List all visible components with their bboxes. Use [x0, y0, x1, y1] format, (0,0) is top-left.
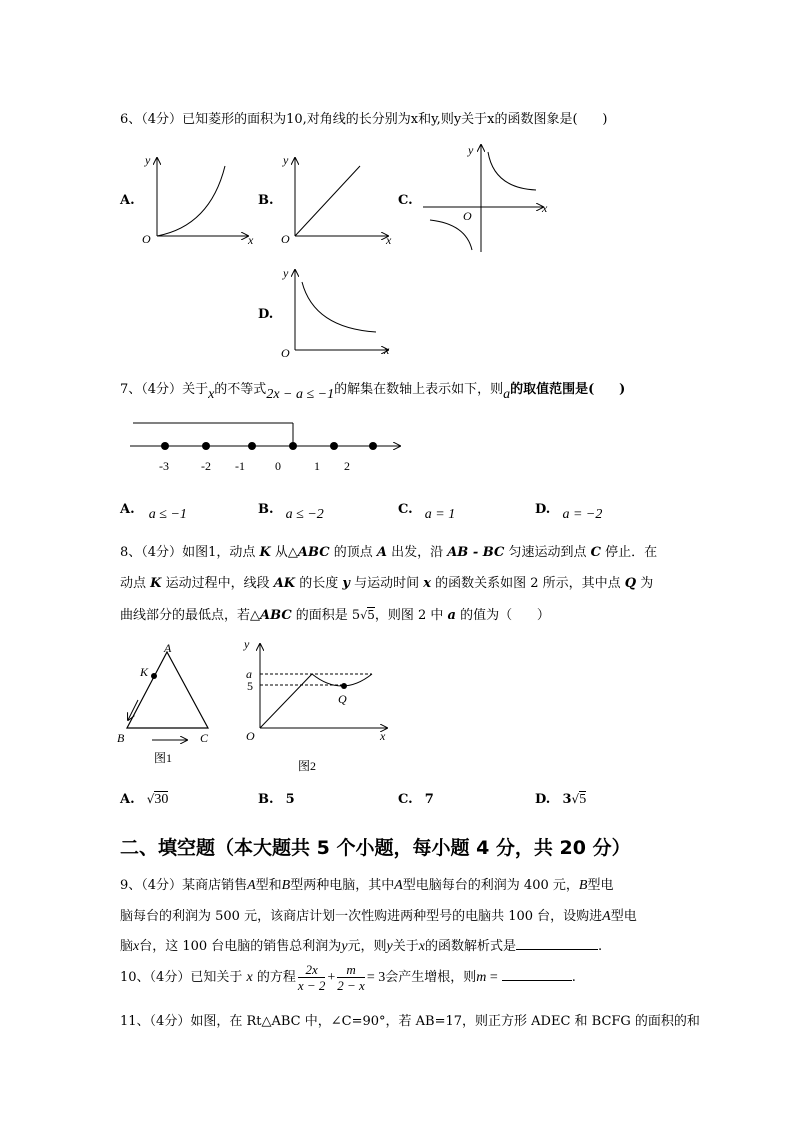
text: 曲线部分的最低点，若△	[120, 608, 260, 623]
q6-option-a-label: A.	[120, 193, 135, 208]
q9-line-2	[120, 905, 637, 925]
point-neg3	[161, 442, 169, 450]
q7-option-c	[398, 502, 456, 522]
option-label: D.	[535, 502, 551, 517]
hyperbola-branch-lower	[430, 220, 472, 250]
text: 的顶点	[329, 545, 377, 560]
q7-close: )	[619, 382, 626, 397]
var: y	[386, 939, 393, 954]
text: 脑每台的利润为 500 元，该商店计划一次性购进两种型号的电脑共 100 台，设购进	[120, 909, 603, 924]
q7-option-b	[258, 502, 324, 522]
q6-number: 6、	[120, 112, 142, 127]
q7-text-1: 关于	[182, 382, 209, 397]
text: 会产生增根，则	[385, 970, 477, 985]
text: 的面积是 5	[291, 608, 361, 623]
text: 型和	[255, 878, 282, 893]
var: A	[247, 878, 256, 893]
q7-text-2: 的不等式	[214, 382, 267, 397]
denominator: x − 2	[297, 978, 326, 993]
q9-line-1	[120, 874, 613, 894]
text: 停止．在	[600, 545, 658, 560]
q7-number-line	[125, 418, 410, 473]
text: 的函数解析式是	[425, 939, 517, 954]
five-tick-label: 5	[247, 679, 253, 693]
q6-stem	[120, 108, 607, 127]
text: 为	[636, 576, 654, 591]
y-axis-label: y	[145, 153, 151, 167]
q8-option-b	[258, 792, 295, 807]
denominator: 2 − x	[337, 978, 365, 993]
option-label: B.	[258, 792, 274, 807]
q8-option-a: A. √30	[120, 792, 169, 807]
q8-option-c	[398, 792, 434, 807]
var: y	[341, 939, 348, 954]
triangle-abc	[127, 652, 208, 728]
option-label: A.	[120, 792, 135, 807]
text: ，则图 2 中	[374, 608, 448, 623]
origin-label: O	[281, 346, 290, 360]
var: a	[447, 608, 456, 623]
text: 关于	[392, 939, 419, 954]
option-value-prefix: 3	[562, 792, 572, 807]
option-value: a ≤ −1	[148, 507, 187, 522]
text: 已知关于	[190, 970, 247, 985]
text: 动点	[120, 576, 151, 591]
option-label: D.	[535, 792, 551, 807]
q6-option-d-label: D.	[258, 307, 274, 322]
tick-label: -3	[159, 459, 169, 473]
answer-blank[interactable]	[502, 966, 572, 981]
q10-stem	[120, 962, 576, 993]
option-value: a ≤ −2	[285, 507, 324, 522]
q11-number: 11、	[120, 1014, 150, 1029]
option-label: A.	[120, 502, 135, 517]
increasing-curve	[157, 166, 225, 236]
vertex-b-label: B	[117, 731, 125, 745]
var: B	[578, 878, 588, 893]
var: C	[590, 545, 601, 560]
q10-score: （4分）	[149, 970, 191, 985]
text: 的值为（	[455, 608, 513, 623]
q8-option-d: D. 3√5	[535, 792, 587, 807]
option-label: B.	[258, 502, 274, 517]
option-label: C.	[398, 502, 413, 517]
q8-score: （4分）	[141, 545, 183, 560]
point-q-label: Q	[338, 692, 347, 706]
text: 型电	[610, 909, 637, 924]
tick-label: 0	[275, 459, 281, 473]
point-1	[330, 442, 338, 450]
var: x	[133, 939, 140, 954]
point-0	[289, 442, 297, 450]
var: m	[476, 970, 487, 985]
q7-text-3: 的解集在数轴上表示如下，则	[334, 382, 504, 397]
var: AB - BC	[447, 545, 505, 560]
numerator: m	[337, 962, 365, 978]
option-label: C.	[398, 792, 413, 807]
text: .	[598, 939, 603, 954]
point-k-label: K	[140, 665, 149, 679]
q7-var-a: a	[503, 387, 511, 402]
linear-segment	[260, 674, 312, 728]
q11-stem	[120, 1010, 700, 1029]
q6-option-b-label: B.	[258, 193, 274, 208]
text: .	[571, 970, 576, 985]
q6-score: （4分）	[141, 112, 183, 127]
var: ABC	[297, 545, 330, 560]
section-2-title: 二、填空题（本大题共 5 个小题，每小题 4 分，共 20 分）	[120, 837, 631, 859]
tick-label: 1	[314, 459, 320, 473]
var: K	[150, 576, 162, 591]
q9-line-3	[120, 935, 602, 955]
text: 型电	[587, 878, 614, 893]
numerator: 2x	[298, 962, 326, 978]
origin-label: O	[463, 209, 472, 223]
y-axis-label: y	[468, 143, 474, 157]
var: x	[423, 576, 431, 591]
text: 从△	[270, 545, 298, 560]
equals-sign: = 3	[366, 970, 386, 985]
figure-1-caption: 图1	[154, 751, 173, 765]
figure-2-caption: 图2	[298, 759, 317, 773]
answer-blank[interactable]	[516, 935, 598, 950]
text: 的函数关系如图 2 所示，其中点	[430, 576, 625, 591]
q8-figure-1	[112, 640, 222, 770]
text: 脑	[120, 939, 134, 954]
text: =	[486, 970, 498, 985]
origin-label: O	[281, 232, 290, 246]
var: A	[394, 878, 403, 893]
text: 的方程	[252, 970, 296, 985]
option-value: 7	[424, 792, 434, 807]
text: 型电脑每台的利润为 400 元，	[402, 878, 579, 893]
q6-graph-c	[418, 140, 558, 255]
q7-number: 7、	[120, 382, 142, 397]
option-value: 30	[154, 792, 169, 807]
q6-option-c-label: C.	[398, 193, 413, 208]
var: A	[376, 545, 387, 560]
var: x	[246, 970, 253, 985]
q9-score: （4分）	[141, 878, 183, 893]
q11-text: 如图，在 Rt△ABC 中，∠C=90°，若 AB=17，则正方形 ADEC 和 BCFG 的面积的和	[190, 1014, 700, 1029]
q7-inequality: 2x − a ≤ −1	[266, 387, 335, 402]
origin-label: O	[246, 729, 255, 743]
q11-score: （4分）	[149, 1014, 191, 1029]
var: x	[418, 939, 425, 954]
var: y	[342, 576, 350, 591]
vertex-c-label: C	[200, 731, 209, 745]
var: K	[259, 545, 271, 560]
text: 的长度	[295, 576, 343, 591]
point-2	[369, 442, 377, 450]
y-axis-label: y	[244, 637, 250, 651]
point-neg1	[248, 442, 256, 450]
a-tick-label: a	[246, 667, 252, 681]
text: 与运动时间	[349, 576, 424, 591]
point-k	[151, 673, 157, 679]
q6-graph-a	[140, 148, 260, 248]
y-axis-label: y	[283, 153, 289, 167]
q8-figure-2	[232, 636, 402, 776]
q6-graph-b	[280, 148, 400, 248]
option-value: 5	[285, 792, 295, 807]
vertex-a-label: A	[164, 641, 172, 655]
q6-close: )	[602, 112, 608, 127]
q6-text: 已知菱形的面积为10,对角线的长分别为x和y,则y关于x的函数图象是(	[182, 112, 578, 127]
var: A	[602, 909, 611, 924]
tick-label: -2	[201, 459, 211, 473]
q7-text-4: 的取值范围是(	[510, 382, 595, 397]
y-axis-label: y	[283, 266, 289, 280]
text: 出发，沿	[386, 545, 448, 560]
q7-stem	[120, 378, 626, 402]
var: AK	[273, 576, 296, 591]
x-axis-label: x	[542, 201, 548, 215]
q6-graph-d	[280, 262, 400, 362]
text: 元，则	[347, 939, 387, 954]
text: 匀速运动到点	[504, 545, 591, 560]
var: Q	[624, 576, 637, 591]
q8-line-1	[120, 541, 657, 560]
var: B	[281, 878, 291, 893]
q7-score: （4分）	[141, 382, 183, 397]
option-value: a = 1	[424, 507, 456, 522]
sqrt-radicand: 5	[367, 608, 375, 622]
text: 某商店销售	[182, 878, 248, 893]
option-value: a = −2	[562, 507, 603, 522]
q8-line-2	[120, 572, 653, 591]
x-axis-label: x	[248, 233, 254, 247]
text: ）	[536, 608, 550, 623]
x-axis-label: x	[384, 343, 390, 357]
q10-number: 10、	[120, 970, 150, 985]
plus-sign: +	[327, 970, 336, 985]
point-neg2	[202, 442, 210, 450]
q7-var-x: x	[208, 387, 215, 402]
decreasing-curve	[302, 282, 376, 332]
q7-option-a	[120, 502, 187, 522]
text: 型两种电脑，其中	[290, 878, 395, 893]
tick-label: -1	[235, 459, 245, 473]
x-axis-label: x	[386, 233, 392, 247]
straight-line	[295, 166, 360, 236]
text: 运动过程中，线段	[161, 576, 274, 591]
point-q	[341, 683, 347, 689]
text: 台，这 100 台电脑的销售总利润为	[139, 939, 342, 954]
q8-number: 8、	[120, 545, 142, 560]
hyperbola-branch-upper	[488, 152, 536, 190]
q8-line-3: 曲线部分的最低点，若△ABC 的面积是 5√5，则图 2 中 a 的值为（ ）	[120, 608, 550, 623]
fraction-1	[298, 962, 326, 993]
fraction-2	[337, 962, 365, 993]
origin-label: O	[142, 232, 151, 246]
text: 如图1，动点	[182, 545, 260, 560]
x-axis-label: x	[380, 729, 386, 743]
tick-label: 2	[344, 459, 350, 473]
var: ABC	[260, 608, 292, 623]
q9-number: 9、	[120, 878, 142, 893]
option-value: 5	[579, 792, 587, 807]
q7-option-d	[535, 502, 603, 522]
